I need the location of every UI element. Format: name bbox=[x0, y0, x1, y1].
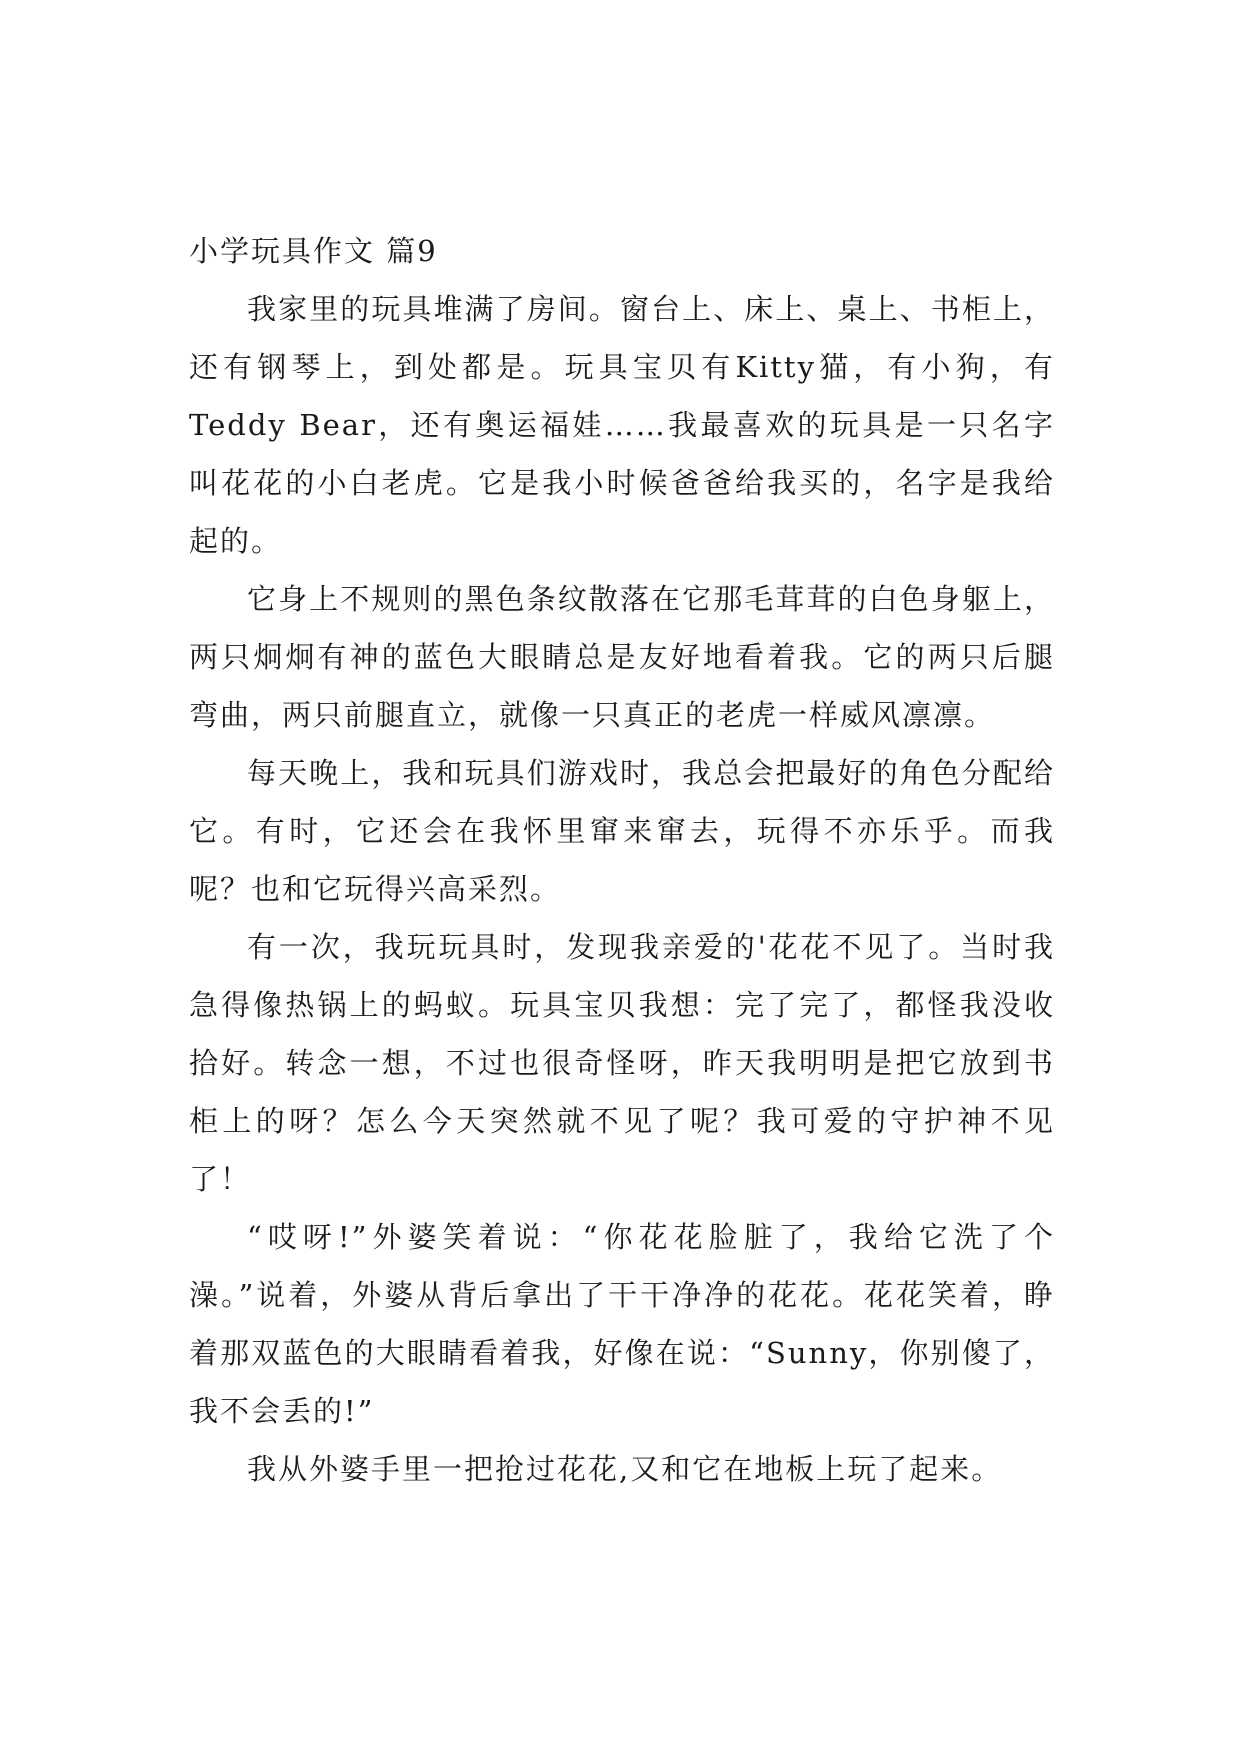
paragraph-2: 它身上不规则的黑色条纹散落在它那毛茸茸的白色身躯上，两只炯炯有神的蓝色大眼睛总是友好地看着我。它的两只后腿弯曲，两只前腿直立，就像一只真正的老虎一样威风凛凛。 bbox=[189, 582, 1055, 732]
document-title: 小学玩具作文 篇9 bbox=[189, 234, 438, 268]
paragraph-4: 有一次，我玩玩具时，发现我亲爱的'花花不见了。当时我急得像热锅上的蚂蚁。玩具宝贝我想：完了完了，都怪我没收拾好。转念一想，不过也很奇怪呀，昨天我明明是把它放到书柜上的呀？怎么今天突然就不见了呢？我可爱的守护神不见了！ bbox=[189, 930, 1055, 1196]
paragraph-3: 每天晚上，我和玩具们游戏时，我总会把最好的角色分配给它。有时，它还会在我怀里窜来窜去，玩得不亦乐乎。而我呢？也和它玩得兴高采烈。 bbox=[189, 756, 1055, 906]
paragraph-5: “哎呀!”外婆笑着说：“你花花脸脏了，我给它洗了个澡。”说着，外婆从背后拿出了干干净净的花花。花花笑着，睁着那双蓝色的大眼睛看着我，好像在说：“Sunny，你别傻了，我不会丢的!” bbox=[189, 1220, 1055, 1428]
paragraph-6: 我从外婆手里一把抢过花花,又和它在地板上玩了起来。 bbox=[247, 1452, 1003, 1486]
paragraph-1: 我家里的玩具堆满了房间。窗台上、床上、桌上、书柜上，还有钢琴上，到处都是。玩具宝贝有Kitty猫，有小狗，有Teddy Bear，还有奥运福娃……我最喜欢的玩具是一只名字叫花花的小白老虎。它是我小时候爸爸给我买的，名字是我给起的。 bbox=[189, 292, 1055, 558]
document-body bbox=[189, 222, 1055, 1498]
